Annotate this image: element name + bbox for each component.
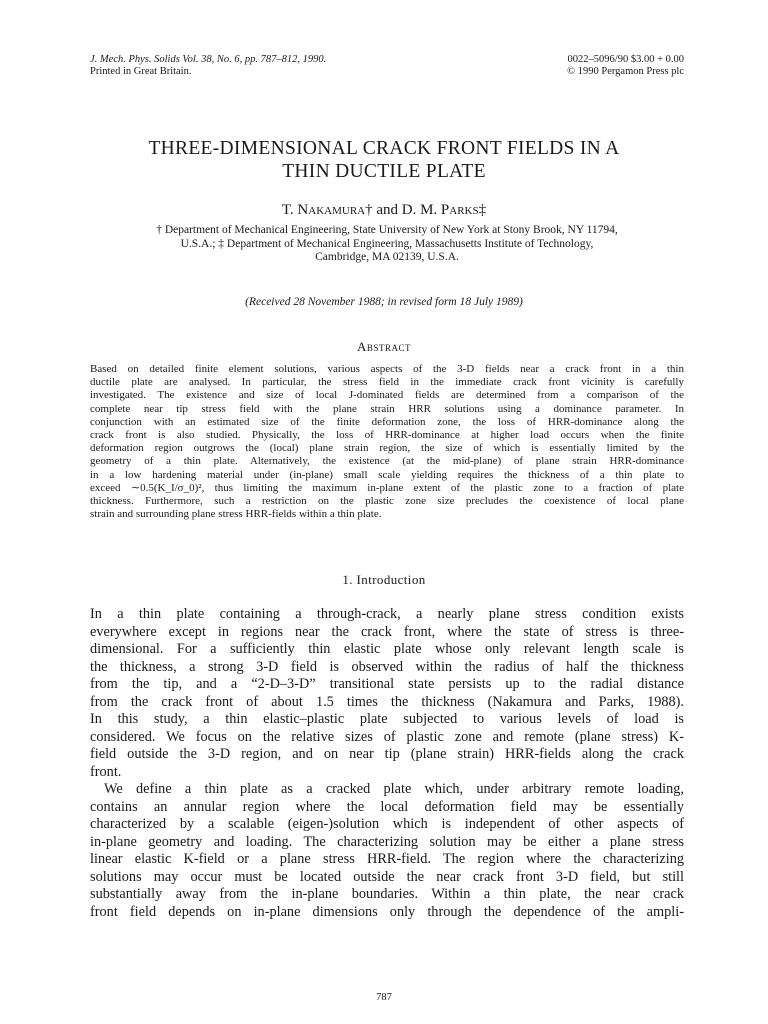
body-line: substantially away from the in-plane boundaries. Within a thin plate, the near crack	[90, 886, 684, 902]
body-line: front.	[90, 763, 122, 780]
body-line: field outside the 3-D region, and on near tip (plane strain) HRR-fields along the crack	[90, 746, 684, 762]
body-line: the thickness, a strong 3-D field is observed within the radius of half the thickness	[90, 658, 684, 675]
body-line: contains an annular region where the local deformation field may be essentially	[90, 798, 684, 815]
abstract-line: in a low hardening material under (in-plane) small scale yielding requires the thickness of a thin plate to	[90, 468, 684, 481]
abstract-line: ductile plate are analysed. In particular, the stress field in the immediate crack front vicinity is carefully	[90, 376, 684, 389]
body-line: In a thin plate containing a through-crack, a nearly plane stress condition exists	[90, 606, 684, 622]
abstract-text	[90, 363, 684, 521]
copyright-line: © 1990 Pergamon Press plc	[567, 66, 684, 77]
author-name: T. Nakamura†	[281, 202, 373, 218]
body-line: from the crack front of about 1.5 times the thickness (Nakamura and Parks, 1988).	[90, 693, 684, 710]
received-dates: (Received 28 November 1988; in revised form 18 July 1989)	[245, 296, 523, 308]
affiliation-line: Cambridge, MA 02139, U.S.A.	[315, 251, 459, 263]
citation-line: J. Mech. Phys. Solids Vol. 38, No. 6, pp. 787–812, 1990.	[90, 54, 327, 65]
section-heading: 1. Introduction	[342, 572, 426, 587]
body-line: characterized by a scalable (eigen-)solution which is independent of other aspects of	[90, 816, 684, 832]
body-line: We define a thin plate as a cracked plate which, under arbitrary remote loading,	[104, 781, 684, 797]
abstract-line: Based on detailed finite element solutions, various aspects of the 3-D fields near a crack front in a thin	[90, 363, 684, 375]
abstract-line: strain and surrounding plane stress HRR-fields within a thin plate.	[90, 508, 382, 521]
title-line: THREE-DIMENSIONAL CRACK FRONT FIELDS IN A	[148, 138, 620, 159]
body-line: solutions may occur must be located outside the near crack front 3-D field, but still	[90, 868, 684, 885]
abstract-heading: Abstract	[357, 339, 411, 354]
title-line: THIN DUCTILE PLATE	[282, 161, 486, 182]
abstract-line: thickness. Furthermore, such a restriction on the plastic zone size precludes the coexistence of local plane	[90, 495, 684, 508]
abstract-line: deformation region outgrows the (local) plane strain region, the size of which is essentially limited by the	[90, 442, 684, 455]
abstract-line: conjunction with an estimated size of the finite deformation zone, the loss of HRR-dominance along the	[90, 415, 684, 428]
body-line: from the tip, and a “2-D–3-D” transitional state persists up to the radial distance	[90, 676, 684, 692]
body-line: front field depends on in-plane dimensions only through the dependence of the ampli-	[90, 903, 684, 920]
body-line: linear elastic K-field or a plane stress HRR-field. The region where the characterizing	[90, 851, 684, 867]
author-name: D. M. Parks‡	[401, 202, 487, 218]
body-line: dimensional. For a sufficiently thin elastic plate whose only relevant length scale is	[90, 641, 684, 657]
citation-info	[90, 54, 326, 78]
affiliations	[90, 224, 684, 265]
page-number: 787	[376, 992, 392, 1003]
author-conjunction: and	[376, 202, 399, 218]
copyright-info	[567, 54, 684, 78]
printed-line: Printed in Great Britain.	[90, 66, 192, 77]
abstract-line: investigated. The existence and size of local J-dominated fields are determined from a comparison of the	[90, 389, 684, 402]
abstract-line: complete near tip stress field with the plane strain HRR solutions using a dominance parameter. In	[90, 402, 684, 415]
paper-title	[60, 137, 708, 183]
body-text	[90, 606, 684, 921]
abstract-line: geometry of a thin plate. Alternatively, the existence (at the mid-plane) of plane strain HRR-dominance	[90, 455, 684, 468]
body-line: In this study, a thin elastic–plastic plate subjected to various levels of load is	[90, 711, 684, 727]
abstract-line: crack front is also studied. Physically, the loss of HRR-dominance at higher load occurs when the finite	[90, 429, 684, 442]
issn-line: 0022–5096/90 $3.00 + 0.00	[567, 54, 684, 65]
affiliation-line: U.S.A.; ‡ Department of Mechanical Engineering, Massachusetts Institute of Technology,	[180, 237, 594, 250]
body-line: everywhere except in regions near the crack front, where the state of stress is three-	[90, 623, 684, 640]
author-list	[60, 202, 708, 219]
body-line: in-plane geometry and loading. The characterizing solution may be either a plane stress	[90, 833, 684, 850]
affiliation-line: † Department of Mechanical Engineering, State University of New York at Stony Brook, NY 11794,	[156, 224, 618, 236]
abstract-line: exceed ∼0.5(K_I/σ_0)², thus limiting the maximum in-plane extent of the plastic zone to a fraction of plate	[90, 481, 684, 494]
body-line: considered. We focus on the relative sizes of plastic zone and remote (plane stress) K-	[90, 728, 684, 745]
